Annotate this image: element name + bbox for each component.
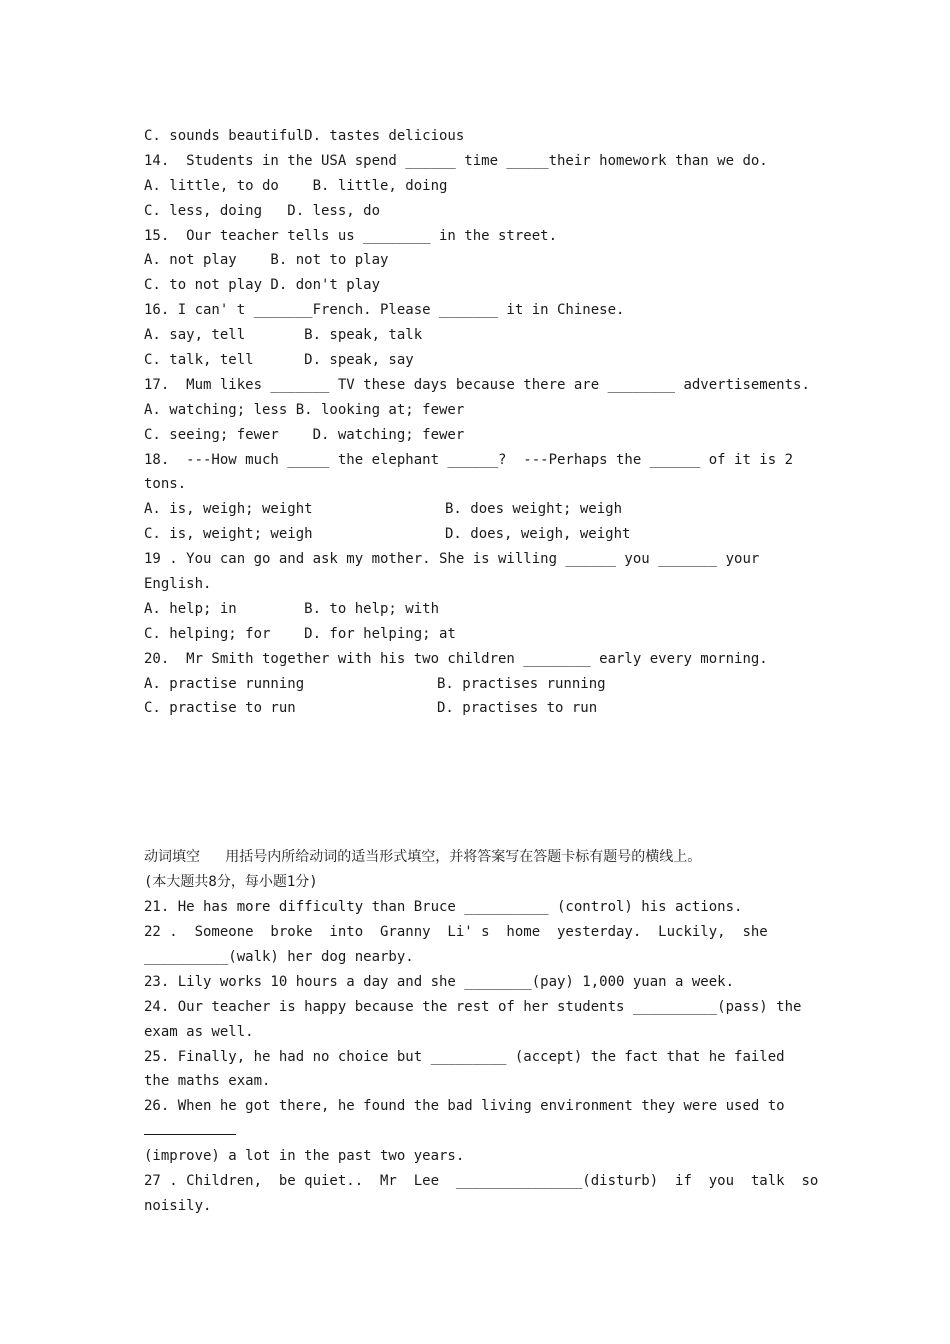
q17-stem: 17. Mum likes _______ TV these days because there are ________ advertisements. <box>144 376 810 393</box>
q20-options-cd <box>144 696 806 721</box>
q18-stem-line2: tons. <box>144 476 187 493</box>
q20-stem: 20. Mr Smith together with his two children ________ early every morning. <box>144 650 768 667</box>
q16-stem: 16. I can' t _______French. Please _______ it in Chinese. <box>144 302 625 319</box>
q19-options-cd: C. helping; for D. for helping; at <box>144 625 456 642</box>
q16-options-ab: A. say, tell B. speak, talk <box>144 327 423 344</box>
q24-line2: exam as well. <box>144 1023 254 1040</box>
q18-stem-line1: 18. ---How much _____ the elephant ______? ---Perhaps the ______ of it is 2 <box>144 451 794 468</box>
q27-line2: noisily. <box>144 1197 212 1214</box>
q25-line1: 25. Finally, he had no choice but _________ (accept) the fact that he failed <box>144 1048 785 1065</box>
section-heading: 动词填空 用括号内所给动词的适当形式填空，并将答案写在答题卡标有题号的横线上。 <box>144 849 702 866</box>
q21: 21. He has more difficulty than Bruce __________ (control) his actions. <box>144 899 743 916</box>
q15-stem: 15. Our teacher tells us ________ in the street. <box>144 227 558 244</box>
q14-stem: 14. Students in the USA spend ______ time _____their homework than we do. <box>144 152 768 169</box>
q19-stem-line1: 19 . You can go and ask my mother. She is willing ______ you _______ your <box>144 551 760 568</box>
q19-options-ab: A. help; in B. to help; with <box>144 600 440 617</box>
q27-line1: 27 . Children, be quiet.. Mr Lee _______________(disturb) if you talk so <box>144 1172 819 1189</box>
q26-answer-blank <box>144 1119 806 1144</box>
q20-option-d: D. practises to run <box>437 700 598 717</box>
q25-line2: the maths exam. <box>144 1073 271 1090</box>
q14-options-ab: A. little, to do B. little, doing <box>144 177 448 194</box>
section-spacer <box>144 721 806 845</box>
section-subheading: (本大题共8分，每小题1分) <box>144 874 318 891</box>
q19-stem-line2: English. <box>144 576 212 593</box>
q26-line1: 26. When he got there, he found the bad living environment they were used to <box>144 1098 785 1115</box>
q17-options-ab: A. watching; less B. looking at; fewer <box>144 401 465 418</box>
q20-options-ab <box>144 672 806 697</box>
q18-options-cd <box>144 522 806 547</box>
q20-option-a: A. practise running <box>144 675 305 692</box>
q22-line1: 22 . Someone broke into Granny Li' s home yesterday. Luckily, she <box>144 924 768 941</box>
q26-line3: (improve) a lot in the past two years. <box>144 1148 465 1165</box>
q16-options-cd: C. talk, tell D. speak, say <box>144 352 414 369</box>
q15-options-cd: C. to not play D. don't play <box>144 277 381 294</box>
q18-option-a: A. is, weigh; weight <box>144 501 313 518</box>
q17-options-cd: C. seeing; fewer D. watching; fewer <box>144 426 465 443</box>
q20-option-b: B. practises running <box>437 675 606 692</box>
q18-option-c: C. is, weight; weigh <box>144 526 313 543</box>
q18-options-ab <box>144 497 806 522</box>
q22-line2: __________(walk) her dog nearby. <box>144 948 414 965</box>
q18-option-b: B. does weight; weigh <box>445 501 623 518</box>
q14-options-cd: C. less, doing D. less, do <box>144 202 381 219</box>
q13-options-cd: C. sounds beautifulD. tastes delicious <box>144 128 465 144</box>
q20-option-c: C. practise to run <box>144 700 296 717</box>
q15-options-ab: A. not play B. not to play <box>144 252 389 269</box>
q23: 23. Lily works 10 hours a day and she ________(pay) 1,000 yuan a week. <box>144 973 735 990</box>
q18-option-d: D. does, weigh, weight <box>445 526 631 543</box>
q24-line1: 24. Our teacher is happy because the rest of her students __________(pass) the <box>144 998 802 1015</box>
worksheet-page <box>144 124 819 1219</box>
